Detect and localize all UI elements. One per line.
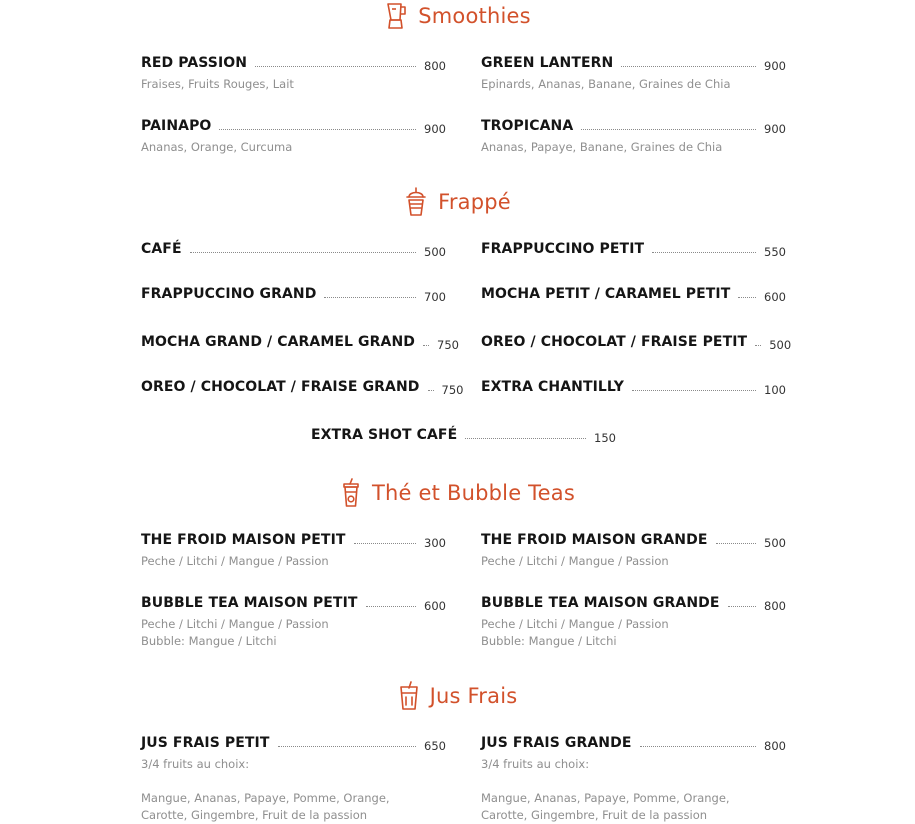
juice-glass-icon [398,681,420,711]
item-name: OREO / CHOCOLAT / FRAISE GRAND [141,379,420,395]
dot-leader [728,605,757,607]
item-price: 750 [437,338,459,352]
dot-leader [366,605,417,607]
menu-item [481,241,786,257]
item-description: Ananas, Papaye, Banane, Graines de Chia [481,140,723,154]
item-name: PAINAPO [141,118,212,134]
dot-leader [581,128,756,130]
dot-leader [738,296,756,298]
menu-item [481,532,786,570]
dot-leader [755,344,761,346]
item-name: BUBBLE TEA MAISON PETIT [141,595,358,611]
item-price: 100 [764,383,786,397]
dot-leader [640,745,757,747]
item-description: 3/4 fruits au choix: Mangue, Ananas, Papaye, Pomme, Orange, Carotte, Gingembre, Fruit de la passion [141,757,390,822]
menu-item [141,379,464,397]
menu-item [141,286,446,302]
item-description: Peche / Litchi / Mangue / Passion Bubble: Mangue / Litchi [481,617,669,648]
item-price: 900 [424,122,446,136]
item-name: MOCHA GRAND / CARAMEL GRAND [141,334,415,350]
item-name: JUS FRAIS PETIT [141,735,270,751]
dot-leader [423,344,429,346]
item-description: Peche / Litchi / Mangue / Passion Bubble: Mangue / Litchi [141,617,329,648]
dot-leader [190,251,416,253]
item-name: EXTRA CHANTILLY [481,379,624,395]
dot-leader [324,296,416,298]
item-name: GREEN LANTERN [481,55,614,71]
section-title-frappe [0,187,915,217]
item-description: Ananas, Orange, Curcuma [141,140,293,154]
bubble-tea-icon [340,478,362,508]
section-title-jus [0,681,915,711]
item-name: THE FROID MAISON GRANDE [481,532,708,548]
menu-item [481,118,786,156]
item-name: EXTRA SHOT CAFÉ [311,427,458,443]
item-price: 550 [764,245,786,259]
item-price: 750 [441,383,464,397]
item-name: FRAPPUCCINO GRAND [141,286,317,302]
item-name: MOCHA PETIT / CARAMEL PETIT [481,286,731,302]
menu-item [481,735,786,824]
dot-leader [278,745,417,747]
item-description: Epinards, Ananas, Banane, Graines de Chia [481,77,731,91]
item-price: 500 [424,245,446,259]
item-price: 800 [764,739,786,753]
dot-leader [465,437,586,439]
dot-leader [255,65,416,67]
item-price: 800 [424,59,446,73]
blender-icon [384,2,408,30]
menu-item [141,532,446,570]
item-price: 900 [764,59,786,73]
item-price: 900 [764,122,786,136]
item-price: 800 [764,599,786,613]
menu-item [141,334,459,352]
menu-item [141,595,446,650]
item-name: JUS FRAIS GRANDE [481,735,632,751]
item-description: Peche / Litchi / Mangue / Passion [141,554,329,568]
item-name: TROPICANA [481,118,574,134]
menu-item [481,334,792,352]
section-heading: Smoothies [418,4,531,28]
menu-item [141,241,446,257]
menu-item [311,427,616,443]
menu-item [481,55,786,93]
item-name: FRAPPUCCINO PETIT [481,241,645,257]
item-name: RED PASSION [141,55,248,71]
dot-leader [632,389,756,391]
frappe-cup-icon [404,187,428,217]
dot-leader [621,65,756,67]
section-title-tea [0,478,915,508]
dot-leader [219,128,416,130]
section-heading: Thé et Bubble Teas [372,481,575,505]
item-description: 3/4 fruits au choix: Mangue, Ananas, Papaye, Pomme, Orange, Carotte, Gingembre, Fruit de la passion [481,757,730,822]
menu-item [481,286,786,302]
item-price: 150 [594,431,616,445]
menu-item [141,55,446,93]
menu-item [481,595,786,650]
item-price: 500 [764,536,786,550]
menu-item [141,735,446,824]
item-name: BUBBLE TEA MAISON GRANDE [481,595,720,611]
section-title-smoothies [0,2,915,30]
item-price: 500 [769,338,792,352]
section-heading: Jus Frais [429,684,518,708]
dot-leader [652,251,756,253]
item-price: 700 [424,290,446,304]
item-price: 600 [424,599,446,613]
item-description: Peche / Litchi / Mangue / Passion [481,554,669,568]
item-name: CAFÉ [141,241,182,257]
dot-leader [428,389,434,391]
menu-item [141,118,446,156]
dot-leader [716,542,757,544]
item-name: OREO / CHOCOLAT / FRAISE PETIT [481,334,748,350]
dot-leader [354,542,417,544]
item-price: 650 [424,739,446,753]
item-description: Fraises, Fruits Rouges, Lait [141,77,294,91]
item-name: THE FROID MAISON PETIT [141,532,346,548]
item-price: 600 [764,290,786,304]
item-price: 300 [424,536,446,550]
section-heading: Frappé [438,190,511,214]
menu-item [481,379,786,395]
